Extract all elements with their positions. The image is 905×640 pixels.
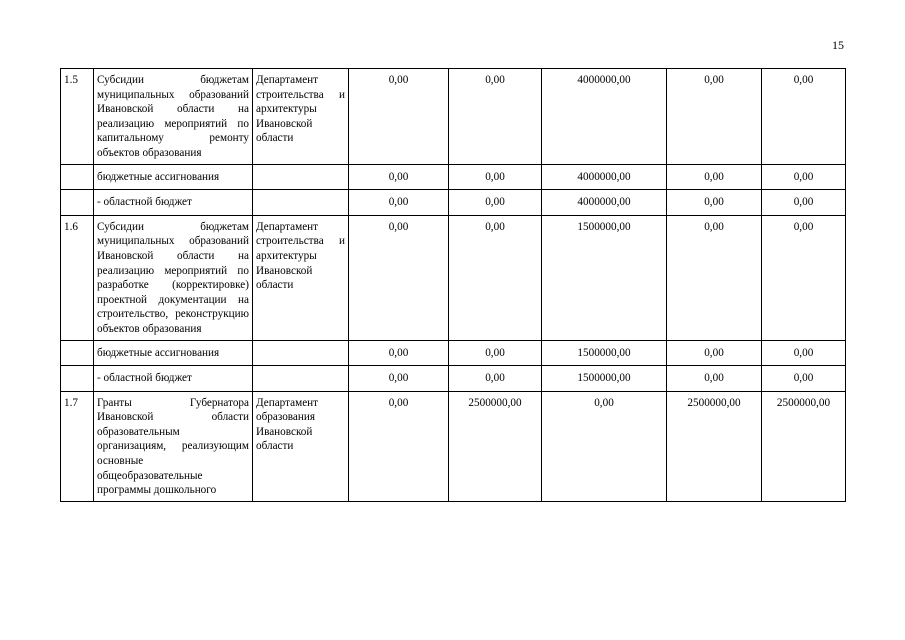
value-cell: 1500000,00 bbox=[542, 366, 667, 392]
table-row bbox=[61, 391, 846, 501]
measure-description: Субсидии бюджетам муниципальных образований Ивановской области на реализацию мероприятий по разработке (корректировке) проектной документации на строительство, реконструкцию объектов образования bbox=[94, 215, 253, 340]
value-cell: 1500000,00 bbox=[542, 340, 667, 366]
row-number bbox=[61, 164, 94, 190]
executor-department: Департамент строительства и архитектуры Ивановской области bbox=[253, 215, 349, 340]
measure-description: Субсидии бюджетам муниципальных образований Ивановской области на реализацию мероприятий по капитальному ремонту объектов образования bbox=[94, 69, 253, 165]
measure-description: - областной бюджет bbox=[94, 366, 253, 392]
row-number bbox=[61, 190, 94, 216]
value-cell: 2500000,00 bbox=[762, 391, 846, 501]
value-cell: 0,00 bbox=[762, 164, 846, 190]
value-cell: 0,00 bbox=[349, 340, 449, 366]
value-cell: 0,00 bbox=[349, 69, 449, 165]
measure-description: Гранты Губернатора Ивановской области образовательным организациям, реализующим основные общеобразовательные программы дошкольного bbox=[94, 391, 253, 501]
row-number bbox=[61, 366, 94, 392]
value-cell: 0,00 bbox=[667, 340, 762, 366]
executor-department bbox=[253, 190, 349, 216]
value-cell: 0,00 bbox=[762, 190, 846, 216]
executor-department bbox=[253, 340, 349, 366]
table-row bbox=[61, 340, 846, 366]
measure-description: бюджетные ассигнования bbox=[94, 340, 253, 366]
value-cell: 0,00 bbox=[349, 190, 449, 216]
executor-department bbox=[253, 366, 349, 392]
measure-description: бюджетные ассигнования bbox=[94, 164, 253, 190]
row-number: 1.5 bbox=[61, 69, 94, 165]
value-cell: 0,00 bbox=[542, 391, 667, 501]
value-cell: 2500000,00 bbox=[667, 391, 762, 501]
value-cell: 0,00 bbox=[667, 215, 762, 340]
row-number: 1.7 bbox=[61, 391, 94, 501]
value-cell: 0,00 bbox=[349, 164, 449, 190]
value-cell: 0,00 bbox=[667, 69, 762, 165]
table-row bbox=[61, 366, 846, 392]
value-cell: 0,00 bbox=[349, 391, 449, 501]
value-cell: 0,00 bbox=[449, 215, 542, 340]
value-cell: 0,00 bbox=[449, 366, 542, 392]
value-cell: 0,00 bbox=[667, 164, 762, 190]
table-row bbox=[61, 69, 846, 165]
executor-department bbox=[253, 164, 349, 190]
measure-description: - областной бюджет bbox=[94, 190, 253, 216]
executor-department: Департамент образования Ивановской области bbox=[253, 391, 349, 501]
table-row bbox=[61, 215, 846, 340]
value-cell: 0,00 bbox=[449, 69, 542, 165]
row-number: 1.6 bbox=[61, 215, 94, 340]
budget-table bbox=[60, 68, 846, 502]
value-cell: 0,00 bbox=[667, 190, 762, 216]
value-cell: 4000000,00 bbox=[542, 164, 667, 190]
value-cell: 0,00 bbox=[349, 366, 449, 392]
value-cell: 0,00 bbox=[762, 366, 846, 392]
value-cell: 0,00 bbox=[762, 215, 846, 340]
value-cell: 0,00 bbox=[667, 366, 762, 392]
table-row bbox=[61, 164, 846, 190]
value-cell: 4000000,00 bbox=[542, 69, 667, 165]
page-number: 15 bbox=[832, 38, 844, 52]
value-cell: 0,00 bbox=[449, 164, 542, 190]
value-cell: 0,00 bbox=[762, 340, 846, 366]
value-cell: 0,00 bbox=[349, 215, 449, 340]
value-cell: 4000000,00 bbox=[542, 190, 667, 216]
value-cell: 2500000,00 bbox=[449, 391, 542, 501]
row-number bbox=[61, 340, 94, 366]
executor-department: Департамент строительства и архитектуры Ивановской области bbox=[253, 69, 349, 165]
value-cell: 1500000,00 bbox=[542, 215, 667, 340]
value-cell: 0,00 bbox=[762, 69, 846, 165]
value-cell: 0,00 bbox=[449, 190, 542, 216]
table-row bbox=[61, 190, 846, 216]
value-cell: 0,00 bbox=[449, 340, 542, 366]
